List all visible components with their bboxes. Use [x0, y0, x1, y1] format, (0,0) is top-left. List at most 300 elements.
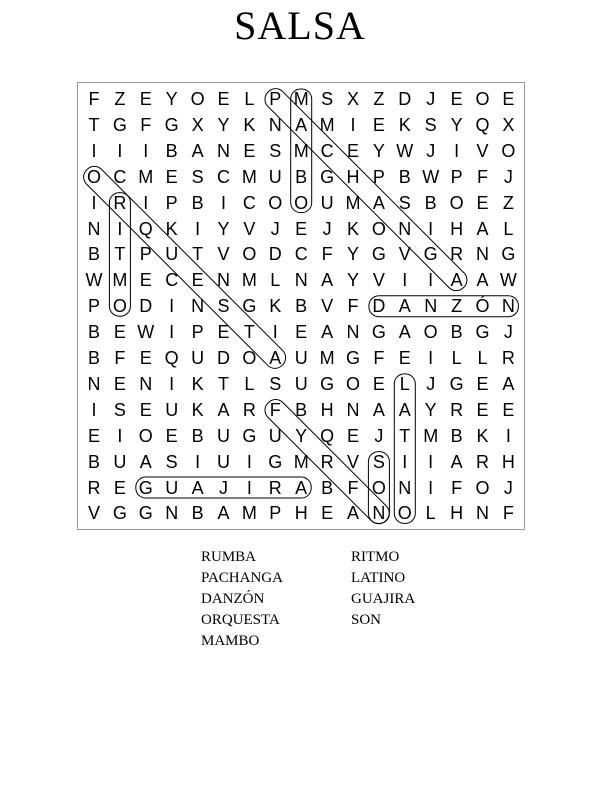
grid-cell[interactable]: R	[501, 348, 515, 368]
grid-cell[interactable]: B	[398, 166, 411, 187]
grid-cell[interactable]: P	[139, 244, 152, 265]
grid-cell[interactable]: Z	[451, 296, 463, 317]
grid-cell[interactable]: E	[113, 477, 126, 498]
word-highlight-danzón	[369, 296, 519, 317]
grid-cell[interactable]: I	[454, 140, 460, 161]
grid-cell[interactable]: O	[242, 348, 257, 368]
grid-cell[interactable]: B	[424, 192, 437, 213]
grid-cell[interactable]: I	[91, 399, 97, 420]
grid-cell[interactable]: I	[195, 451, 201, 472]
grid-cell[interactable]: G	[268, 451, 283, 472]
grid-cell[interactable]: S	[269, 140, 282, 161]
grid-cell[interactable]: F	[373, 348, 385, 368]
grid-cell[interactable]: X	[191, 114, 204, 135]
grid-cell[interactable]: E	[217, 89, 230, 109]
word-list-item: RITMO	[351, 549, 400, 565]
grid-cell[interactable]: N	[476, 244, 489, 265]
grid-cell[interactable]: F	[321, 244, 333, 265]
grid-cell[interactable]: J	[322, 218, 332, 239]
grid-cell[interactable]: O	[345, 373, 360, 394]
grid-cell[interactable]: A	[191, 140, 204, 161]
grid-cell[interactable]: N	[501, 296, 515, 317]
grid-cell[interactable]: B	[295, 399, 308, 420]
grid-cell[interactable]: P	[269, 503, 282, 524]
grid-cell[interactable]: H	[501, 451, 515, 472]
grid-cell[interactable]: L	[244, 89, 255, 109]
grid-cell[interactable]: F	[88, 89, 100, 109]
grid-cell[interactable]: O	[242, 244, 257, 265]
grid-cell[interactable]: A	[217, 399, 230, 420]
grid-cell[interactable]: A	[346, 503, 359, 524]
grid-cell[interactable]: I	[272, 322, 278, 343]
grid-cell[interactable]: S	[165, 451, 178, 472]
grid-cell[interactable]: E	[502, 89, 515, 109]
grid-cell[interactable]: N	[191, 296, 205, 317]
grid-cell[interactable]: E	[113, 322, 126, 343]
grid-cell[interactable]: Y	[372, 140, 385, 161]
grid-cell[interactable]: H	[294, 503, 308, 524]
grid-cell[interactable]: O	[397, 503, 412, 524]
grid-cell[interactable]: I	[169, 373, 175, 394]
grid-cell[interactable]: M	[241, 270, 257, 291]
grid-cell[interactable]: O	[475, 477, 490, 498]
grid-cell[interactable]: U	[294, 348, 308, 368]
grid-cell[interactable]: I	[117, 140, 123, 161]
grid-cell[interactable]: U	[320, 192, 334, 213]
grid-cell[interactable]: I	[143, 140, 149, 161]
word-highlight-pachanga	[261, 85, 471, 295]
grid-cell[interactable]: M	[293, 89, 309, 109]
grid-cell[interactable]: D	[217, 348, 230, 368]
grid-cell[interactable]: F	[269, 399, 281, 420]
grid-cell[interactable]: B	[165, 140, 178, 161]
grid-cell[interactable]: I	[428, 477, 434, 498]
grid-cell[interactable]: E	[165, 166, 178, 187]
grid-cell[interactable]: S	[398, 192, 411, 213]
grid-cell[interactable]: M	[241, 166, 257, 187]
grid-cell[interactable]: Ó	[475, 296, 490, 317]
word-search-grid	[77, 82, 525, 530]
grid-cell[interactable]: E	[346, 140, 359, 161]
grid-cell[interactable]: L	[399, 373, 410, 394]
grid-cell[interactable]: A	[476, 270, 489, 291]
grid-cell[interactable]: F	[502, 503, 514, 524]
grid-cell[interactable]: U	[294, 373, 308, 394]
grid-cell[interactable]: L	[477, 348, 488, 368]
grid-cell[interactable]: S	[372, 451, 385, 472]
grid-cell[interactable]: X	[502, 114, 515, 135]
grid-cell[interactable]: N	[476, 503, 489, 524]
grid-cell[interactable]: J	[503, 322, 513, 343]
grid-cell[interactable]: R	[87, 477, 101, 498]
grid-cell[interactable]: K	[398, 114, 411, 135]
grid-cell[interactable]: E	[476, 192, 489, 213]
grid-cell[interactable]: Z	[114, 89, 126, 109]
grid-cell[interactable]: S	[269, 373, 282, 394]
grid-cell[interactable]: C	[113, 166, 127, 187]
grid-cell[interactable]: A	[321, 270, 334, 291]
grid-cell[interactable]: M	[241, 503, 257, 524]
grid-cell[interactable]: N	[217, 140, 230, 161]
grid-cell[interactable]: Y	[346, 270, 359, 291]
grid-cell[interactable]: U	[217, 451, 230, 472]
grid-cell[interactable]: H	[346, 166, 360, 187]
grid-cell[interactable]: U	[165, 244, 179, 265]
grid-cell[interactable]: G	[423, 244, 438, 265]
grid-cell[interactable]: E	[321, 503, 334, 524]
grid-cell[interactable]: T	[88, 114, 100, 135]
grid-cell[interactable]: S	[424, 114, 437, 135]
grid-cell[interactable]: G	[320, 373, 335, 394]
grid-cell[interactable]: A	[191, 477, 204, 498]
grid-cell[interactable]: V	[243, 218, 256, 239]
grid-cell[interactable]: N	[346, 322, 360, 343]
grid-cell[interactable]: T	[399, 425, 411, 446]
grid-cell[interactable]: J	[374, 425, 384, 446]
grid-cell[interactable]: V	[321, 296, 334, 317]
grid-cell[interactable]: O	[371, 218, 386, 239]
grid-cell[interactable]: A	[269, 348, 282, 368]
grid-cell[interactable]: I	[91, 140, 97, 161]
grid-cell[interactable]: W	[396, 140, 414, 161]
grid-cell[interactable]: N	[87, 218, 101, 239]
grid-cell[interactable]: I	[246, 451, 252, 472]
grid-cell[interactable]: D	[372, 296, 386, 317]
grid-cell[interactable]: G	[164, 114, 179, 135]
word-highlight-guajira	[136, 477, 311, 498]
grid-cell[interactable]: C	[217, 166, 230, 187]
grid-cell[interactable]: K	[269, 296, 282, 317]
grid-cell[interactable]: R	[450, 244, 464, 265]
grid-cell[interactable]: O	[268, 192, 283, 213]
grid-cell[interactable]: S	[113, 399, 126, 420]
grid-cell[interactable]: R	[113, 192, 127, 213]
grid-cell[interactable]: E	[476, 399, 489, 420]
grid-cell[interactable]: T	[243, 322, 255, 343]
grid-cell[interactable]: N	[294, 270, 308, 291]
grid-cell[interactable]: Y	[217, 114, 230, 135]
grid-cell[interactable]: W	[499, 270, 517, 291]
grid-cell[interactable]: G	[371, 244, 386, 265]
grid-cell[interactable]: C	[165, 270, 179, 291]
grid-cell[interactable]: T	[218, 373, 229, 394]
found-word-highlights	[78, 83, 526, 531]
grid-cell[interactable]: U	[165, 477, 179, 498]
grid-cell[interactable]: B	[450, 322, 463, 343]
grid-cell[interactable]: E	[476, 373, 489, 394]
grid-cell[interactable]: K	[165, 218, 178, 239]
grid-cell[interactable]: B	[87, 451, 100, 472]
grid-cell[interactable]: Z	[373, 89, 385, 109]
grid-cell[interactable]: V	[87, 503, 100, 524]
grid-cell[interactable]: M	[112, 270, 128, 291]
word-highlight-latino	[394, 374, 415, 524]
grid-cell[interactable]: I	[428, 348, 434, 368]
grid-cell[interactable]: E	[372, 114, 385, 135]
grid-cell[interactable]: G	[501, 244, 516, 265]
grid-cell[interactable]: O	[475, 89, 490, 109]
grid-cell[interactable]: D	[398, 89, 412, 109]
grid-cell[interactable]: J	[219, 477, 228, 498]
grid-cell[interactable]: K	[243, 114, 256, 135]
grid-cell[interactable]: O	[294, 192, 309, 213]
word-list-item: GUAJIRA	[351, 591, 416, 607]
grid-cell[interactable]: G	[475, 322, 490, 343]
grid-cell[interactable]: P	[87, 296, 100, 317]
grid-cell[interactable]: W	[85, 270, 103, 291]
grid-cell[interactable]: J	[503, 477, 513, 498]
grid-cell[interactable]: G	[112, 114, 127, 135]
grid-cell[interactable]: C	[294, 244, 308, 265]
grid-cell[interactable]: A	[502, 373, 515, 394]
grid-cell[interactable]: M	[345, 192, 361, 213]
grid-cell[interactable]: B	[87, 322, 100, 343]
grid-cell[interactable]: F	[114, 348, 126, 368]
grid-cell[interactable]: P	[372, 166, 385, 187]
grid-cell[interactable]: A	[217, 503, 230, 524]
grid-cell[interactable]: G	[138, 503, 153, 524]
grid-cell[interactable]: A	[398, 322, 411, 343]
grid-cell[interactable]: I	[246, 477, 252, 498]
grid-cell[interactable]: A	[398, 296, 411, 317]
grid-cell[interactable]: Q	[475, 114, 490, 135]
grid-cell[interactable]: E	[450, 89, 463, 109]
grid-cell[interactable]: P	[191, 322, 204, 343]
grid-cell[interactable]: O	[449, 192, 464, 213]
grid-cell[interactable]: A	[476, 218, 489, 239]
grid-cell[interactable]: E	[139, 348, 152, 368]
grid-cell[interactable]: I	[143, 192, 149, 213]
grid-cell[interactable]: F	[347, 296, 359, 317]
grid-cell[interactable]: J	[426, 373, 436, 394]
grid-cell[interactable]: L	[244, 373, 255, 394]
grid-cell[interactable]: M	[319, 114, 335, 135]
grid-cell[interactable]: R	[476, 451, 489, 472]
grid-cell[interactable]: N	[165, 503, 179, 524]
grid-cell[interactable]: D	[268, 244, 282, 265]
grid-cell[interactable]: N	[217, 270, 230, 291]
grid-cell[interactable]: E	[502, 399, 515, 420]
grid-cell[interactable]: G	[138, 477, 153, 498]
grid-cell[interactable]: E	[295, 322, 308, 343]
grid-cell[interactable]: B	[295, 166, 308, 187]
grid-cell[interactable]: U	[165, 399, 179, 420]
grid-cell[interactable]: A	[398, 399, 411, 420]
grid-cell[interactable]: E	[113, 373, 126, 394]
grid-cell[interactable]: N	[346, 399, 360, 420]
grid-cell[interactable]: R	[268, 477, 282, 498]
grid-cell[interactable]: Y	[217, 218, 230, 239]
grid-cell[interactable]: E	[165, 425, 178, 446]
grid-cell[interactable]: I	[169, 322, 175, 343]
grid-cell[interactable]: O	[371, 477, 386, 498]
grid-cell[interactable]: O	[190, 89, 205, 109]
grid-cell[interactable]: F	[140, 114, 152, 135]
word-list-column-right	[351, 547, 415, 631]
grid-cell[interactable]: B	[87, 348, 100, 368]
grid-cell[interactable]: S	[191, 166, 204, 187]
grid-cell[interactable]: O	[112, 296, 127, 317]
grid-cell[interactable]: O	[138, 425, 153, 446]
grid-cell[interactable]: K	[191, 373, 204, 394]
grid-cell[interactable]: E	[398, 348, 411, 368]
grid-cell[interactable]: N	[398, 218, 412, 239]
grid-cell[interactable]: L	[451, 348, 462, 368]
grid-cell[interactable]: L	[425, 503, 436, 524]
grid-cell[interactable]: S	[321, 89, 334, 109]
grid-cell[interactable]: I	[117, 218, 123, 239]
grid-cell[interactable]: B	[191, 503, 204, 524]
grid-cell[interactable]: J	[426, 140, 436, 161]
grid-cell[interactable]: R	[450, 399, 464, 420]
grid-cell[interactable]: B	[321, 477, 334, 498]
grid-cell[interactable]: I	[505, 425, 511, 446]
grid-cell[interactable]: A	[295, 114, 308, 135]
word-highlight-orquesta	[80, 162, 290, 372]
grid-cell[interactable]: L	[503, 218, 514, 239]
grid-cell[interactable]: J	[426, 89, 436, 109]
grid-cell[interactable]: A	[372, 192, 385, 213]
grid-cell[interactable]: R	[242, 399, 256, 420]
grid-cell[interactable]: G	[345, 348, 360, 368]
grid-cell[interactable]: F	[451, 477, 463, 498]
grid-cell[interactable]: B	[295, 296, 308, 317]
grid-cell[interactable]: Y	[165, 89, 178, 109]
grid-cell[interactable]: A	[321, 322, 334, 343]
grid-cell[interactable]: I	[117, 425, 123, 446]
grid-cell[interactable]: U	[113, 451, 127, 472]
grid-cell[interactable]: N	[268, 114, 282, 135]
grid-cell[interactable]: E	[139, 89, 152, 109]
grid-cell[interactable]: O	[86, 166, 101, 187]
grid-cell[interactable]: E	[191, 270, 204, 291]
grid-cell[interactable]: I	[91, 192, 97, 213]
grid-cell[interactable]: I	[402, 451, 408, 472]
grid-cell[interactable]: H	[450, 503, 464, 524]
grid-cell[interactable]: F	[347, 477, 359, 498]
grid-cell[interactable]: T	[114, 244, 126, 265]
grid-cell[interactable]: A	[372, 399, 385, 420]
grid-cell[interactable]: E	[372, 373, 385, 394]
grid-cell[interactable]: Y	[450, 114, 463, 135]
grid-cell[interactable]: S	[217, 296, 230, 317]
grid-cell[interactable]: Q	[138, 218, 153, 239]
grid-cell[interactable]: E	[139, 270, 152, 291]
grid-cell[interactable]: Y	[424, 399, 437, 420]
grid-cell[interactable]: A	[450, 270, 463, 291]
grid-cell[interactable]: R	[320, 451, 334, 472]
grid-cell[interactable]: U	[191, 348, 205, 368]
grid-cell[interactable]: M	[293, 140, 309, 161]
grid-cell[interactable]: A	[450, 451, 463, 472]
grid-cell[interactable]: V	[372, 270, 385, 291]
grid-cell[interactable]: N	[372, 503, 386, 524]
grid-cell[interactable]: V	[346, 451, 359, 472]
grid-cell[interactable]: M	[138, 166, 154, 187]
grid-cell[interactable]: K	[346, 218, 359, 239]
grid-cell[interactable]: V	[217, 244, 230, 265]
grid-cell[interactable]: U	[268, 425, 282, 446]
grid-cell[interactable]: U	[268, 166, 282, 187]
grid-cell[interactable]: I	[402, 270, 408, 291]
grid-cell[interactable]: A	[295, 477, 308, 498]
grid-cell[interactable]: P	[269, 89, 282, 109]
grid-cell[interactable]: W	[422, 166, 440, 187]
grid-cell[interactable]: B	[191, 425, 204, 446]
grid-cell[interactable]: W	[137, 322, 155, 343]
grid-cell[interactable]: J	[503, 166, 513, 187]
grid-cell[interactable]: O	[501, 140, 516, 161]
grid-cell[interactable]: A	[139, 451, 152, 472]
grid-cell[interactable]: P	[450, 166, 463, 187]
grid-cell[interactable]: I	[195, 218, 201, 239]
grid-cell[interactable]: E	[139, 399, 152, 420]
grid-cell[interactable]: M	[319, 348, 335, 368]
grid-cell[interactable]: V	[398, 244, 411, 265]
grid-cell[interactable]: B	[450, 425, 463, 446]
grid-cell[interactable]: M	[293, 451, 309, 472]
grid-cell[interactable]: G	[449, 373, 464, 394]
grid-cell[interactable]: O	[423, 322, 438, 343]
grid-cell[interactable]: Z	[502, 192, 514, 213]
grid-cell[interactable]: E	[87, 425, 100, 446]
grid-cell[interactable]: G	[242, 296, 257, 317]
grid-cell[interactable]: G	[242, 425, 257, 446]
grid-cell[interactable]: P	[165, 192, 178, 213]
grid-cell[interactable]: U	[217, 425, 230, 446]
grid-cell[interactable]: Q	[320, 425, 335, 446]
grid-cell[interactable]: Y	[346, 244, 359, 265]
grid-cell[interactable]: K	[191, 399, 204, 420]
grid-cell[interactable]: X	[346, 89, 359, 109]
grid-cell[interactable]: F	[477, 166, 488, 187]
grid-cell[interactable]: H	[320, 399, 334, 420]
grid-cell[interactable]: I	[169, 296, 175, 317]
grid-cell[interactable]: G	[320, 166, 335, 187]
grid-cell[interactable]: B	[191, 192, 204, 213]
grid-cell[interactable]: N	[424, 296, 438, 317]
grid-cell[interactable]: Q	[164, 348, 179, 368]
grid-cell[interactable]: I	[428, 270, 434, 291]
grid-cell[interactable]: E	[346, 425, 359, 446]
grid-cell[interactable]: I	[428, 218, 434, 239]
grid-cell[interactable]: E	[295, 218, 308, 239]
grid-cell[interactable]: Y	[295, 425, 308, 446]
grid-cell[interactable]: N	[398, 477, 412, 498]
grid-cell[interactable]: E	[243, 140, 256, 161]
grid-cell[interactable]: E	[217, 322, 230, 343]
grid-cell[interactable]: T	[192, 244, 204, 265]
grid-cell[interactable]: V	[476, 140, 489, 161]
grid-cell[interactable]: J	[270, 218, 280, 239]
grid-cell[interactable]: N	[139, 373, 153, 394]
grid-cell[interactable]: C	[320, 140, 334, 161]
grid-cell[interactable]: H	[450, 218, 464, 239]
grid-cell[interactable]: B	[87, 244, 100, 265]
grid-cell[interactable]: G	[371, 322, 386, 343]
grid-cell[interactable]: K	[476, 425, 489, 446]
grid-cell[interactable]: G	[112, 503, 127, 524]
grid-cell[interactable]: N	[87, 373, 101, 394]
grid-cell[interactable]: I	[220, 192, 226, 213]
grid-cell[interactable]: D	[139, 296, 153, 317]
grid-cell[interactable]: M	[423, 425, 439, 446]
grid-cell[interactable]: L	[270, 270, 281, 291]
grid-cell[interactable]: I	[350, 114, 356, 135]
word-list-column-left	[201, 547, 283, 652]
grid-cell[interactable]: C	[242, 192, 256, 213]
grid-cell[interactable]: I	[428, 451, 434, 472]
